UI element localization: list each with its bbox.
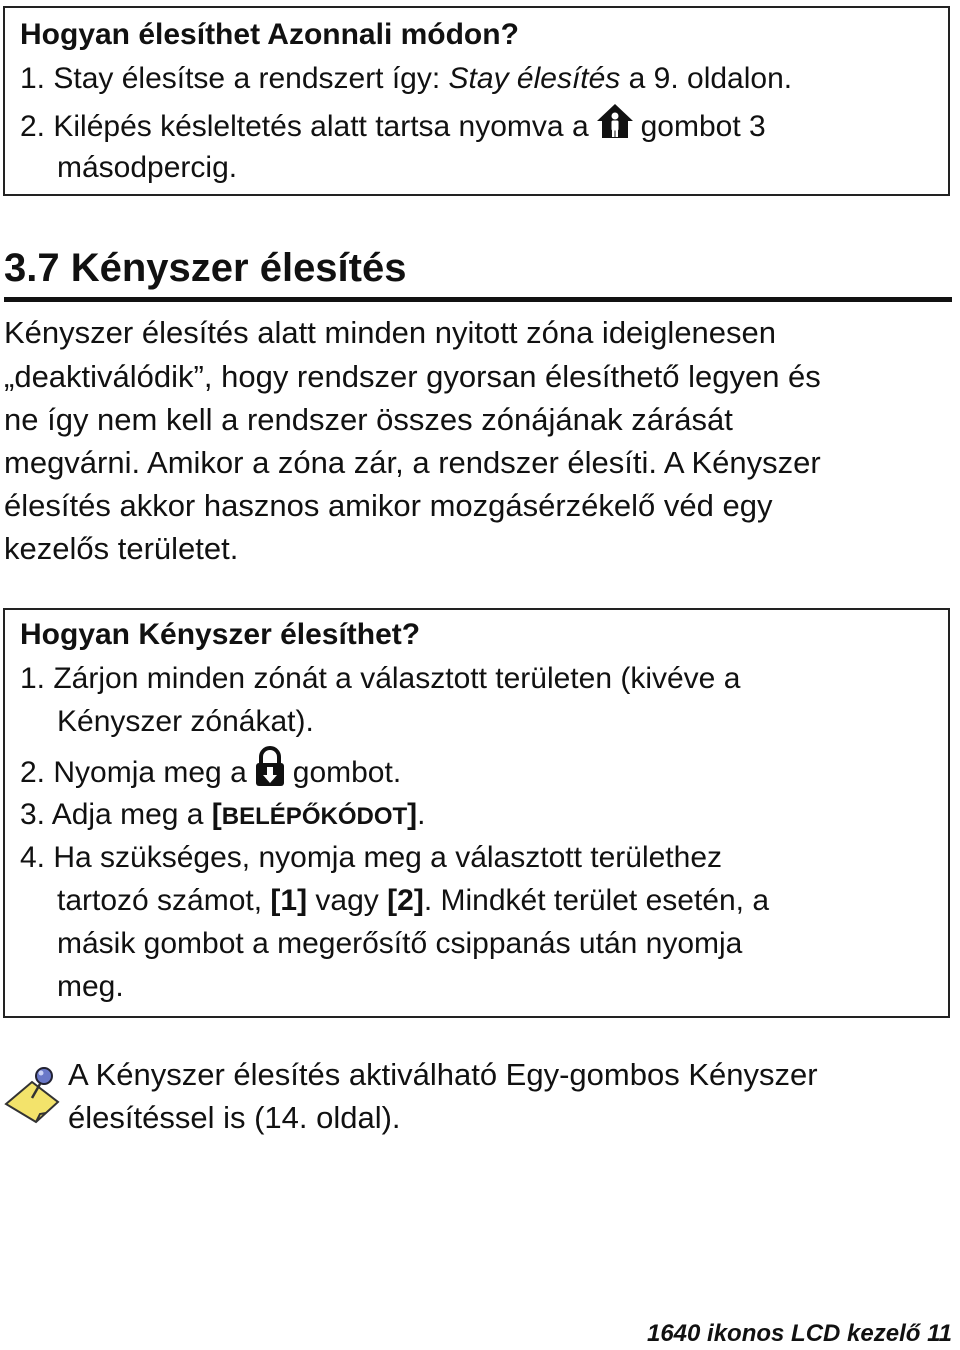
heading-rule (4, 297, 952, 302)
force-step-3: 3. Adja meg a [BELÉPŐKÓDOT]. (20, 798, 426, 831)
paragraph-line: kezelős területet. (4, 531, 239, 566)
force-step-4-line-2: tartozó számot, [1] vagy [2]. Mindkét terület esetén, a (57, 884, 770, 917)
instant-arming-title: Hogyan élesíthet Azonnali módon? (20, 18, 519, 51)
note-line: A Kényszer élesítés aktiválható Egy-gombos Kényszer (68, 1057, 818, 1092)
paragraph-line: élesítés akkor hasznos amikor mozgásérzékelő véd egy (4, 488, 773, 523)
section-heading: 3.7 Kényszer élesítés (4, 246, 407, 290)
instant-step-2: 2. Kilépés késleltetés alatt tartsa nyomva a gombot 3 (20, 107, 766, 149)
force-step-2: 2. Nyomja meg a gombot. (20, 752, 401, 796)
stay-home-icon (595, 101, 635, 149)
paragraph-line: „deaktiválódik”, hogy rendszer gyorsan élesíthető legyen és (4, 359, 821, 394)
access-code-key: [BELÉPŐKÓDOT] (211, 798, 418, 831)
instant-arming-box (3, 6, 950, 196)
area-key-1: [1] (270, 884, 308, 917)
instant-step-2-continued: másodpercig. (57, 151, 238, 184)
area-key-2: [2] (387, 884, 424, 917)
paragraph-line: ne így nem kell a rendszer összes zónájának zárását (4, 402, 733, 437)
page-footer: 1640 ikonos LCD kezelő 11 (646, 1320, 952, 1347)
instant-step-1: 1. Stay élesítse a rendszert így: Stay élesítés a 9. oldalon. (20, 62, 793, 95)
force-step-4-line-3: másik gombot a megerősítő csippanás után nyomja (57, 927, 743, 960)
paragraph-line: Kényszer élesítés alatt minden nyitott zóna ideiglenesen (4, 315, 777, 350)
note-pin-icon (2, 1062, 64, 1129)
stay-arming-reference: Stay élesítés (448, 62, 621, 95)
force-arming-title: Hogyan Kényszer élesíthet? (20, 618, 421, 651)
force-step-4: 4. Ha szükséges, nyomja meg a választott területhez (20, 841, 723, 874)
force-step-1-continued: Kényszer zónákat). (57, 705, 314, 738)
force-step-4-line-4: meg. (57, 970, 124, 1003)
paragraph-line: megvárni. Amikor a zóna zár, a rendszer élesíti. A Kényszer (4, 445, 821, 480)
force-step-1: 1. Zárjon minden zónát a választott területen (kivéve a (20, 662, 741, 695)
force-arming-box (3, 608, 950, 1018)
note-line: élesítéssel is (14. oldal). (68, 1100, 401, 1135)
force-lock-icon (253, 746, 287, 796)
